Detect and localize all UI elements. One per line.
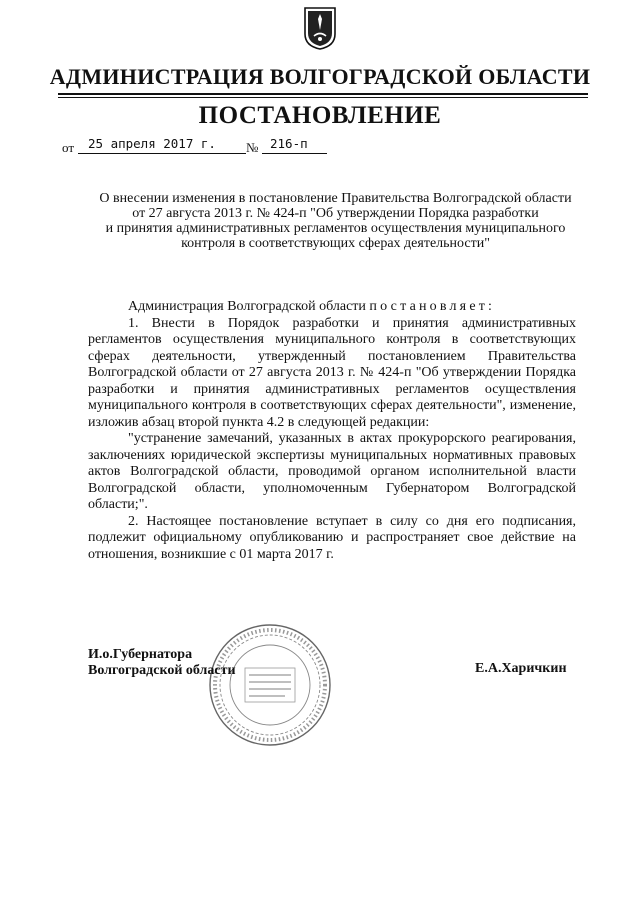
coat-of-arms-icon bbox=[303, 6, 337, 50]
date-underline bbox=[78, 153, 246, 154]
organization-name: АДМИНИСТРАЦИЯ ВОЛГОГРАДСКОЙ ОБЛАСТИ bbox=[49, 64, 591, 89]
number-underline bbox=[262, 153, 327, 154]
signatory-position bbox=[88, 647, 236, 679]
header-rule-thick bbox=[58, 93, 588, 95]
date-label: от bbox=[62, 140, 75, 155]
document-date: 25 апреля 2017 г. bbox=[88, 136, 216, 151]
intro-verb: постановляет: bbox=[369, 299, 496, 314]
amended-text-quote: "устранение замечаний, указанных в актах прокурорского реагирования, заключениях юридической экспертизы муниципальных нормативных правовых актов Волгоградской области, проводимой органом исполнительной власти Волгоградской области, уполномоченным Губернатором Волгоградской области;". bbox=[88, 431, 576, 512]
subject-line: контроля в соответствующих сферах деятельности" bbox=[181, 236, 490, 251]
subject-line: О внесении изменения в постановление Правительства Волгоградской области bbox=[99, 191, 572, 206]
document-type-title: ПОСТАНОВЛЕНИЕ bbox=[198, 102, 442, 129]
document-number: 216-п bbox=[270, 136, 308, 151]
item-1: 1. Внести в Порядок разработки и принятия административных регламентов осуществления муниципального контроля в соответствующих сферах деятельности, утвержденный постановлением Правительства Волгоградской области от 27 августа 2013 г. № 424-п "Об утверждении Порядка разработки и принятия административных регламентов осуществления муниципального контроля в соответствующих сферах деятельности", изменение, изложив абзац второй пункта 4.2 в следующей редакции: bbox=[88, 315, 576, 430]
header-rule-thin bbox=[58, 97, 588, 98]
subject-line: и принятия административных регламентов осуществления муниципального bbox=[105, 221, 566, 236]
official-seal-icon bbox=[205, 620, 335, 750]
document-body bbox=[88, 299, 576, 563]
resolution-intro bbox=[88, 299, 576, 316]
item-2: 2. Настоящее постановление вступает в силу со дня его подписания, подлежит официальному опубликованию и распространяет свое действие на отношения, возникшие с 01 марта 2017 г. bbox=[88, 513, 576, 562]
position-line: И.о.Губернатора bbox=[88, 647, 193, 662]
position-line: Волгоградской области bbox=[88, 663, 236, 678]
document-subject bbox=[88, 191, 583, 251]
subject-line: от 27 августа 2013 г. № 424-п "Об утверждении Порядка разработки bbox=[132, 206, 539, 221]
number-label: № bbox=[246, 140, 259, 155]
intro-text: Администрация Волгоградской области bbox=[128, 299, 366, 314]
signatory-name: Е.А.Харичкин bbox=[475, 661, 567, 676]
